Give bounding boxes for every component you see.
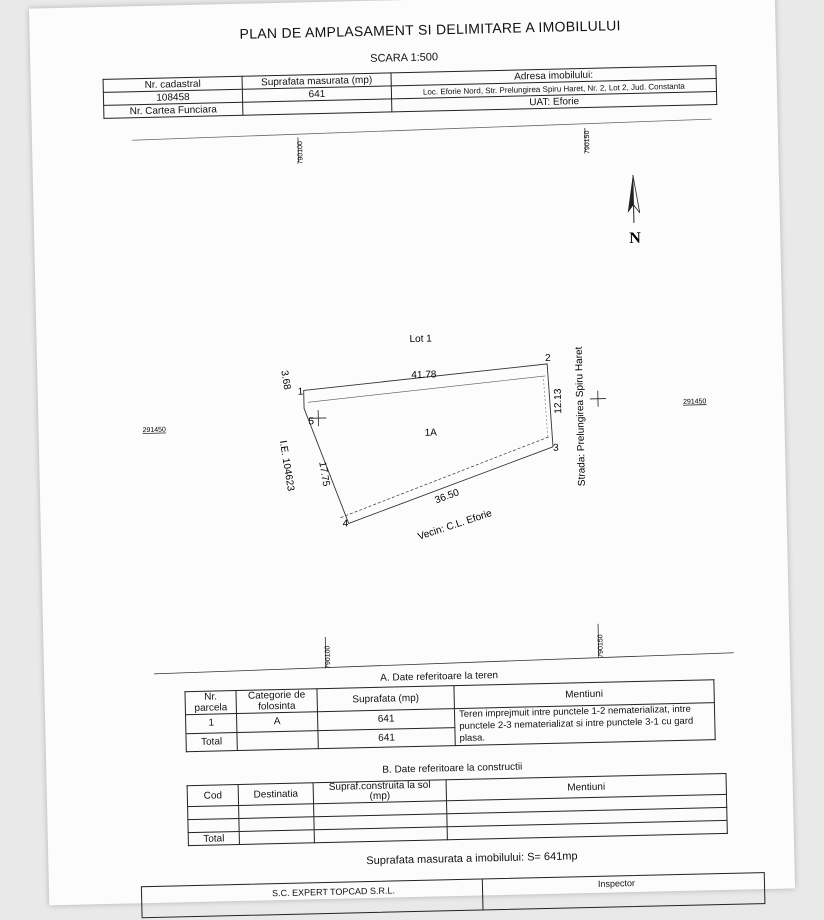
address-value: Loc. Eforie Nord, Str. Prelungirea Spiru Haret, Nr. 2, Lot 2, Jud. Constanta — [391, 78, 716, 98]
row-mentiuni: Teren imprejmuit intre punctele 1-2 nematerializat, intre punctele 2-3 nematerializat si intre punctele 3-1 cu gard plasa. — [454, 703, 715, 746]
point-label-3: 3 — [553, 443, 559, 454]
point-label-1: 1 — [298, 386, 304, 397]
dimension-3-4: 36.50 — [433, 487, 461, 506]
footer-right-text: Inspector — [598, 878, 635, 889]
boundary-line-2-3 — [543, 379, 547, 437]
neighbor-left-label: I.E. 104623 — [277, 440, 296, 493]
carte-funciara-value — [243, 99, 392, 115]
cadastral-table — [103, 65, 718, 119]
point-label-4: 4 — [343, 518, 349, 529]
empty-cell — [188, 819, 239, 833]
footer-left-text: S.C. EXPERT TOPCAD S.R.L. — [272, 885, 395, 898]
dimension-5-1: 3.68 — [278, 370, 292, 391]
parcel-label: 1A — [425, 427, 438, 438]
neighbor-bottom-label: Vecin: C.L. Eforie — [417, 508, 494, 543]
lot-label: Lot 1 — [409, 334, 432, 346]
header-mentiuni-b: Mentiuni — [446, 773, 726, 800]
boundary-line-3-4 — [339, 437, 551, 518]
row-suprafata: 641 — [317, 709, 454, 731]
north-label: N — [629, 230, 641, 247]
header-cadastral: Nr. cadastral — [103, 76, 242, 92]
carte-funciara-label: Nr. Cartea Funciara — [104, 102, 243, 118]
north-arrow-icon — [627, 175, 640, 223]
grid-label-left: 291450 — [142, 427, 166, 435]
grid-label-top-left: 790100 — [297, 141, 305, 165]
plan-drawing — [32, 112, 791, 689]
dimension-4-5: 17.75 — [316, 461, 331, 488]
empty-cell — [239, 830, 314, 845]
row-nr: 1 — [185, 714, 236, 734]
grid-label-right: 291450 — [683, 398, 707, 406]
document-title: PLAN DE AMPLASAMENT SI DELIMITARE A IMOBILULUI — [239, 17, 621, 42]
terrain-table — [184, 679, 715, 752]
row-categorie: A — [236, 712, 317, 732]
grid-label-bottom-left: 790100 — [324, 645, 332, 669]
header-nr-parcela: Nr. parcela — [185, 691, 237, 715]
parcel-outline — [303, 364, 554, 525]
section-a-title: A. Date referitoare la teren — [380, 670, 498, 684]
empty-cell — [188, 806, 239, 820]
total-categorie — [237, 730, 318, 750]
dimension-2-3: 12.13 — [553, 388, 565, 414]
street-label: Strada: Prelungirea Spiru Haret — [574, 346, 588, 486]
construction-table — [187, 773, 728, 846]
footer-box — [141, 872, 766, 918]
dimension-1-2: 41.78 — [411, 369, 437, 381]
document-page — [29, 0, 795, 905]
point-label-5: 5 — [308, 416, 314, 427]
cadastral-value: 108458 — [103, 89, 242, 105]
empty-cell — [314, 827, 447, 843]
header-destinatia: Destinatia — [238, 783, 313, 806]
header-cod: Cod — [187, 785, 238, 807]
uat-label: UAT: Eforie — [392, 91, 717, 111]
scale-label: SCARA 1:500 — [370, 51, 438, 65]
surface-value: 641 — [242, 86, 391, 102]
surface-summary: Suprafata masurata a imobilului: S= 641mp — [366, 850, 577, 867]
section-b-title: B. Date referitoare la constructii — [382, 762, 522, 776]
header-address: Adresa imobilului: — [391, 65, 716, 85]
header-suprafata: Suprafata (mp) — [317, 686, 454, 712]
site-plan — [32, 112, 791, 689]
total-value: 641 — [318, 727, 455, 749]
grid-label-bottom-right: 790150 — [597, 634, 605, 658]
plan-top-border — [132, 119, 712, 140]
footer-divider — [482, 879, 484, 909]
header-surface: Suprafata masurata (mp) — [242, 73, 391, 89]
point-label-2: 2 — [545, 353, 551, 364]
header-mentiuni: Mentiuni — [454, 680, 714, 709]
total-label: Total — [186, 732, 237, 752]
header-categorie: Categorie de folosinta — [236, 689, 318, 714]
grid-label-top-right: 790150 — [584, 130, 592, 154]
header-supraf-construita: Supraf.construita la sol (mp) — [313, 780, 446, 804]
total-label-b: Total — [188, 832, 239, 846]
